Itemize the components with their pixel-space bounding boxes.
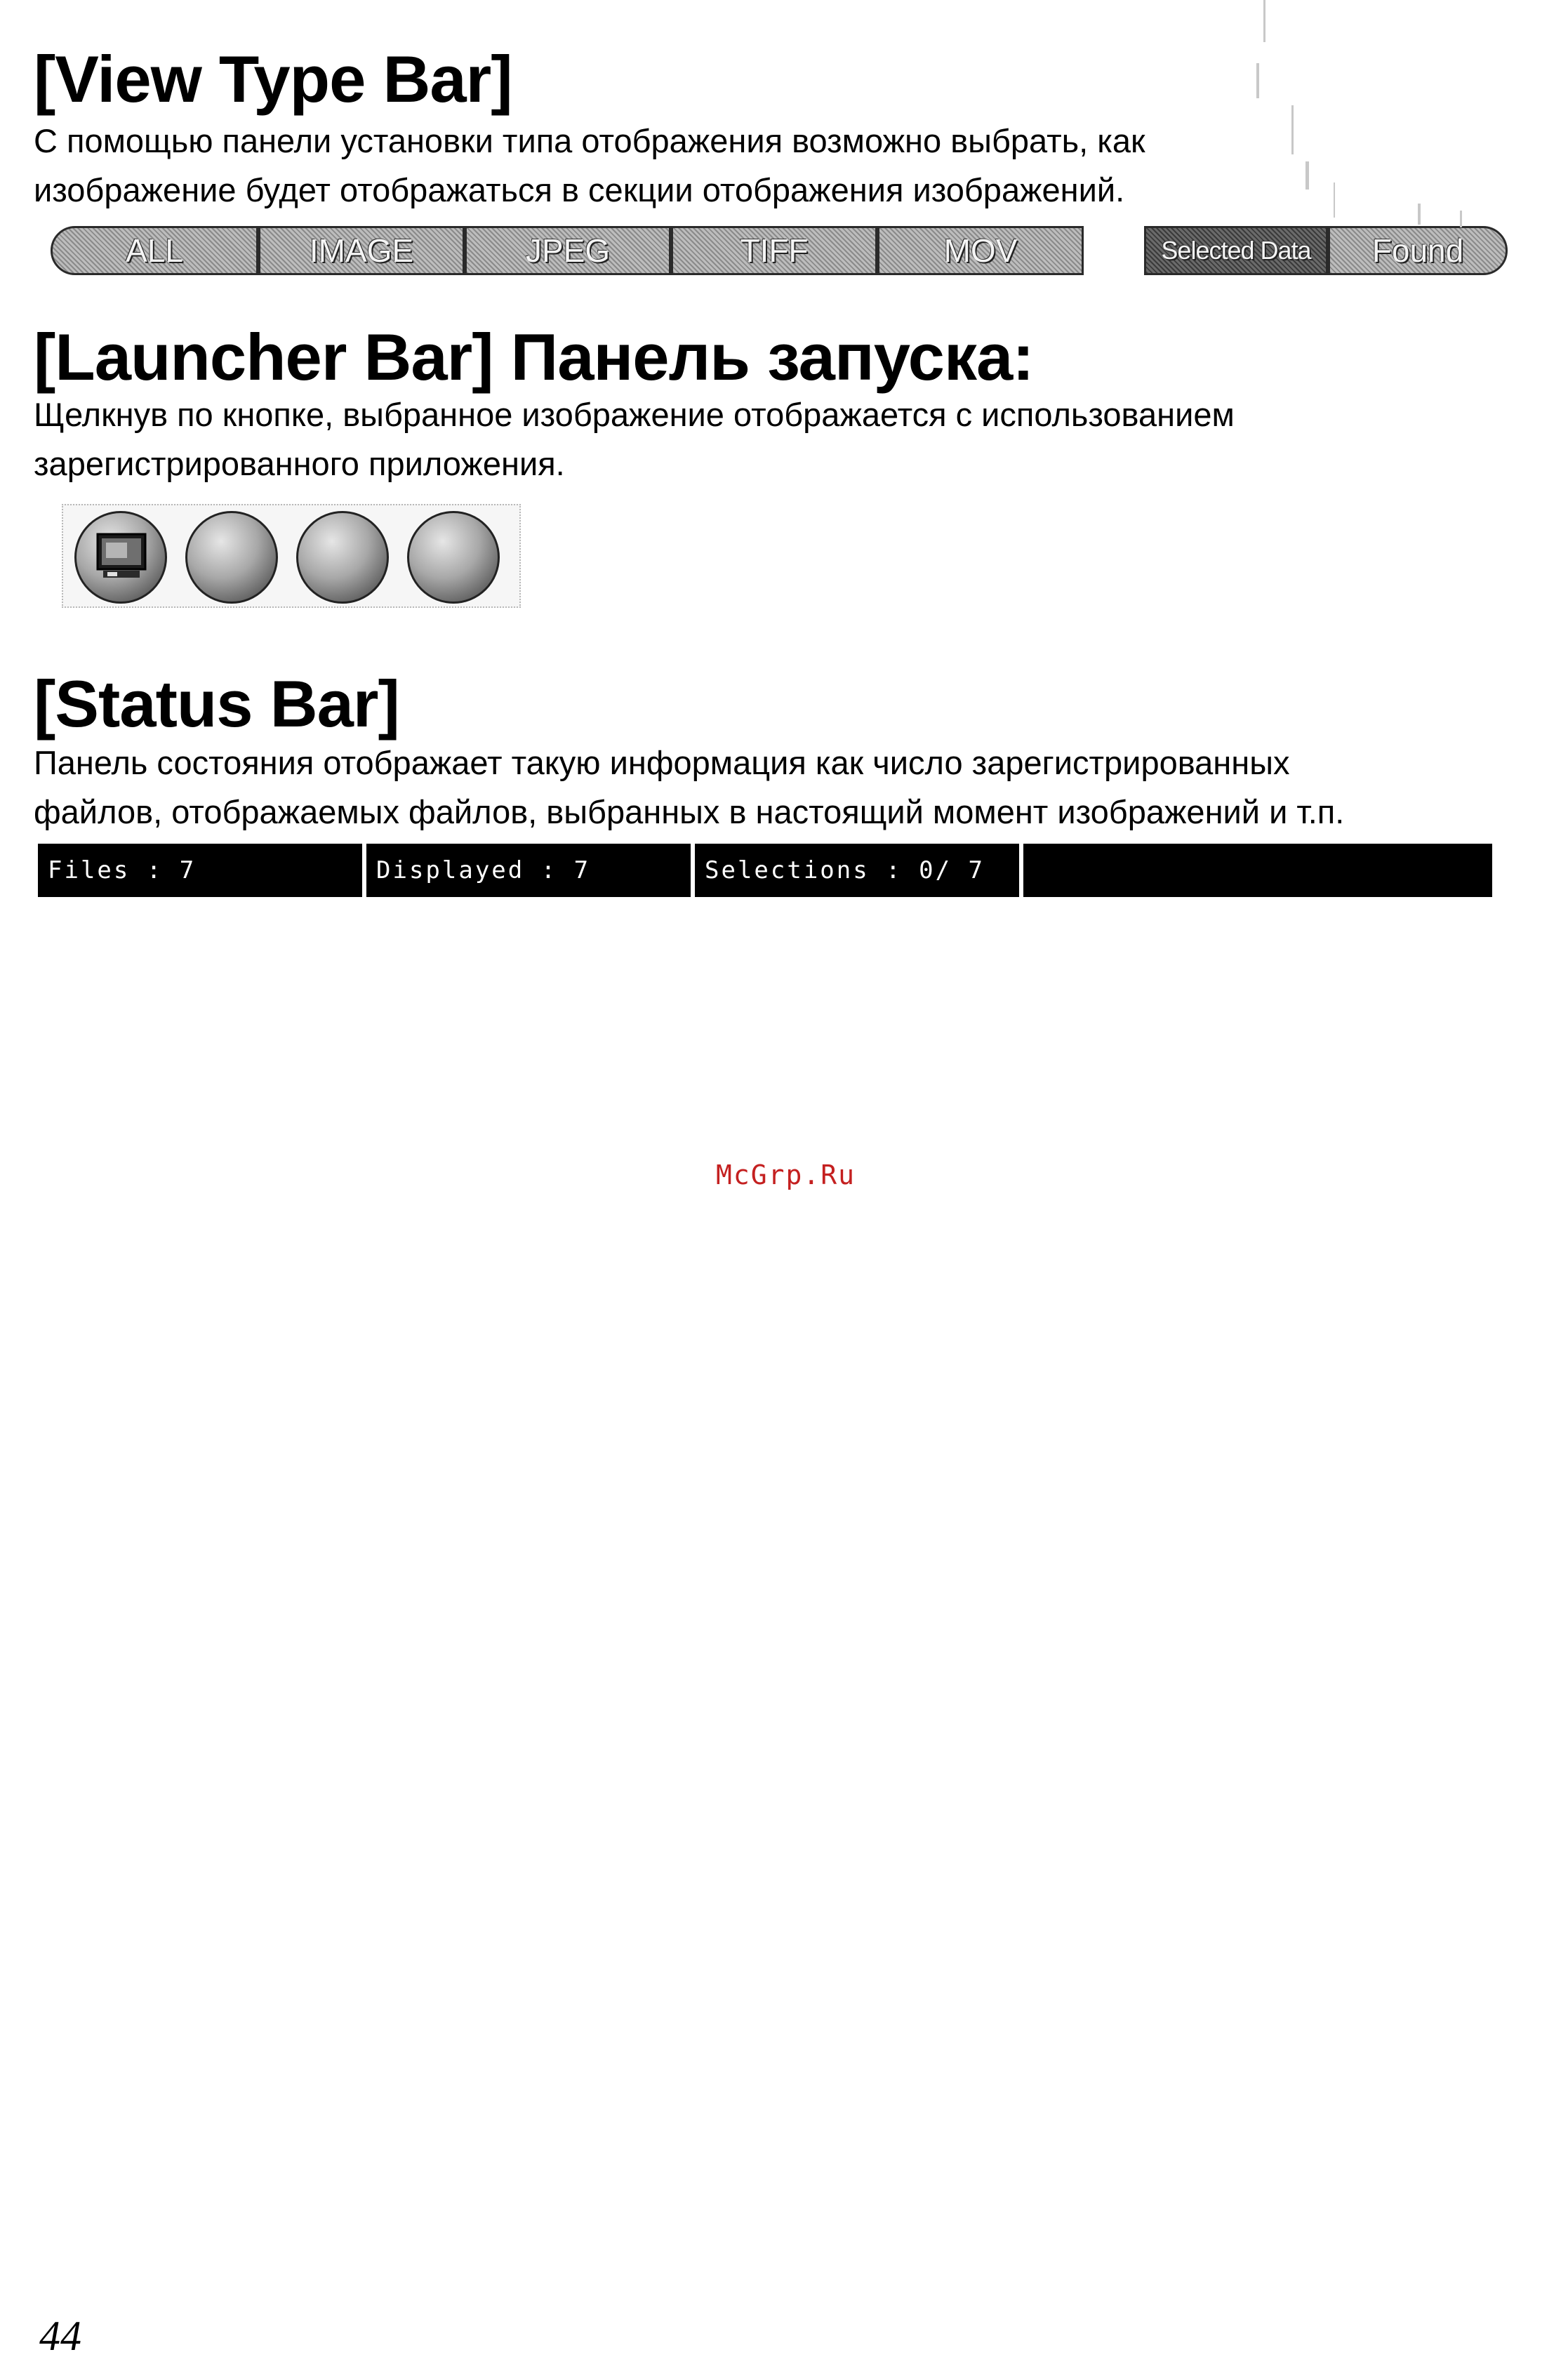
status-empty [1023,844,1492,897]
page-number: 44 [39,2313,81,2359]
launcher-button-viewer[interactable] [74,511,167,604]
status-displayed: Displayed : 7 [366,844,691,897]
launcher-button-4[interactable] [407,511,500,604]
status-description [34,738,1344,837]
view-type-heading: [View Type Bar] [34,42,512,116]
status-heading: [Status Bar] [34,667,399,741]
view-type-description-line: изображение будет отображаться в секции отображения изображений. [34,171,1125,208]
scan-noise [1207,0,1502,253]
status-description-line: Панель состояния отображает такую информация как число зарегистрированных [34,744,1290,781]
tab-found[interactable]: Found [1328,226,1508,275]
status-description-line: файлов, отображаемых файлов, выбранных в настоящий момент изображений и т.п. [34,793,1345,830]
launcher-description-line: Щелкнув по кнопке, выбранное изображение отображается с использованием [34,396,1235,433]
status-files: Files : 7 [38,844,362,897]
tab-all[interactable]: ALL [51,226,258,275]
tab-tiff[interactable]: TIFF [671,226,877,275]
view-type-description-line: С помощью панели установки типа отображения возможно выбрать, как [34,122,1145,159]
launcher-button-3[interactable] [296,511,389,604]
launcher-button-2[interactable] [185,511,278,604]
launcher-heading: [Launcher Bar] Панель запуска: [34,320,1034,394]
tab-mov[interactable]: MOV [877,226,1084,275]
status-bar [38,844,1492,897]
view-type-description [34,117,1145,215]
launcher-description [34,390,1235,489]
status-selections: Selections : 0/ 7 [695,844,1019,897]
watermark: McGrp.Ru [716,1160,856,1190]
tab-jpeg[interactable]: JPEG [465,226,671,275]
tab-selected-data[interactable]: Selected Data [1144,226,1328,275]
tab-image[interactable]: IMAGE [258,226,465,275]
monitor-icon [93,529,150,585]
launcher-bar [62,504,521,608]
launcher-description-line: зарегистрированного приложения. [34,445,565,482]
